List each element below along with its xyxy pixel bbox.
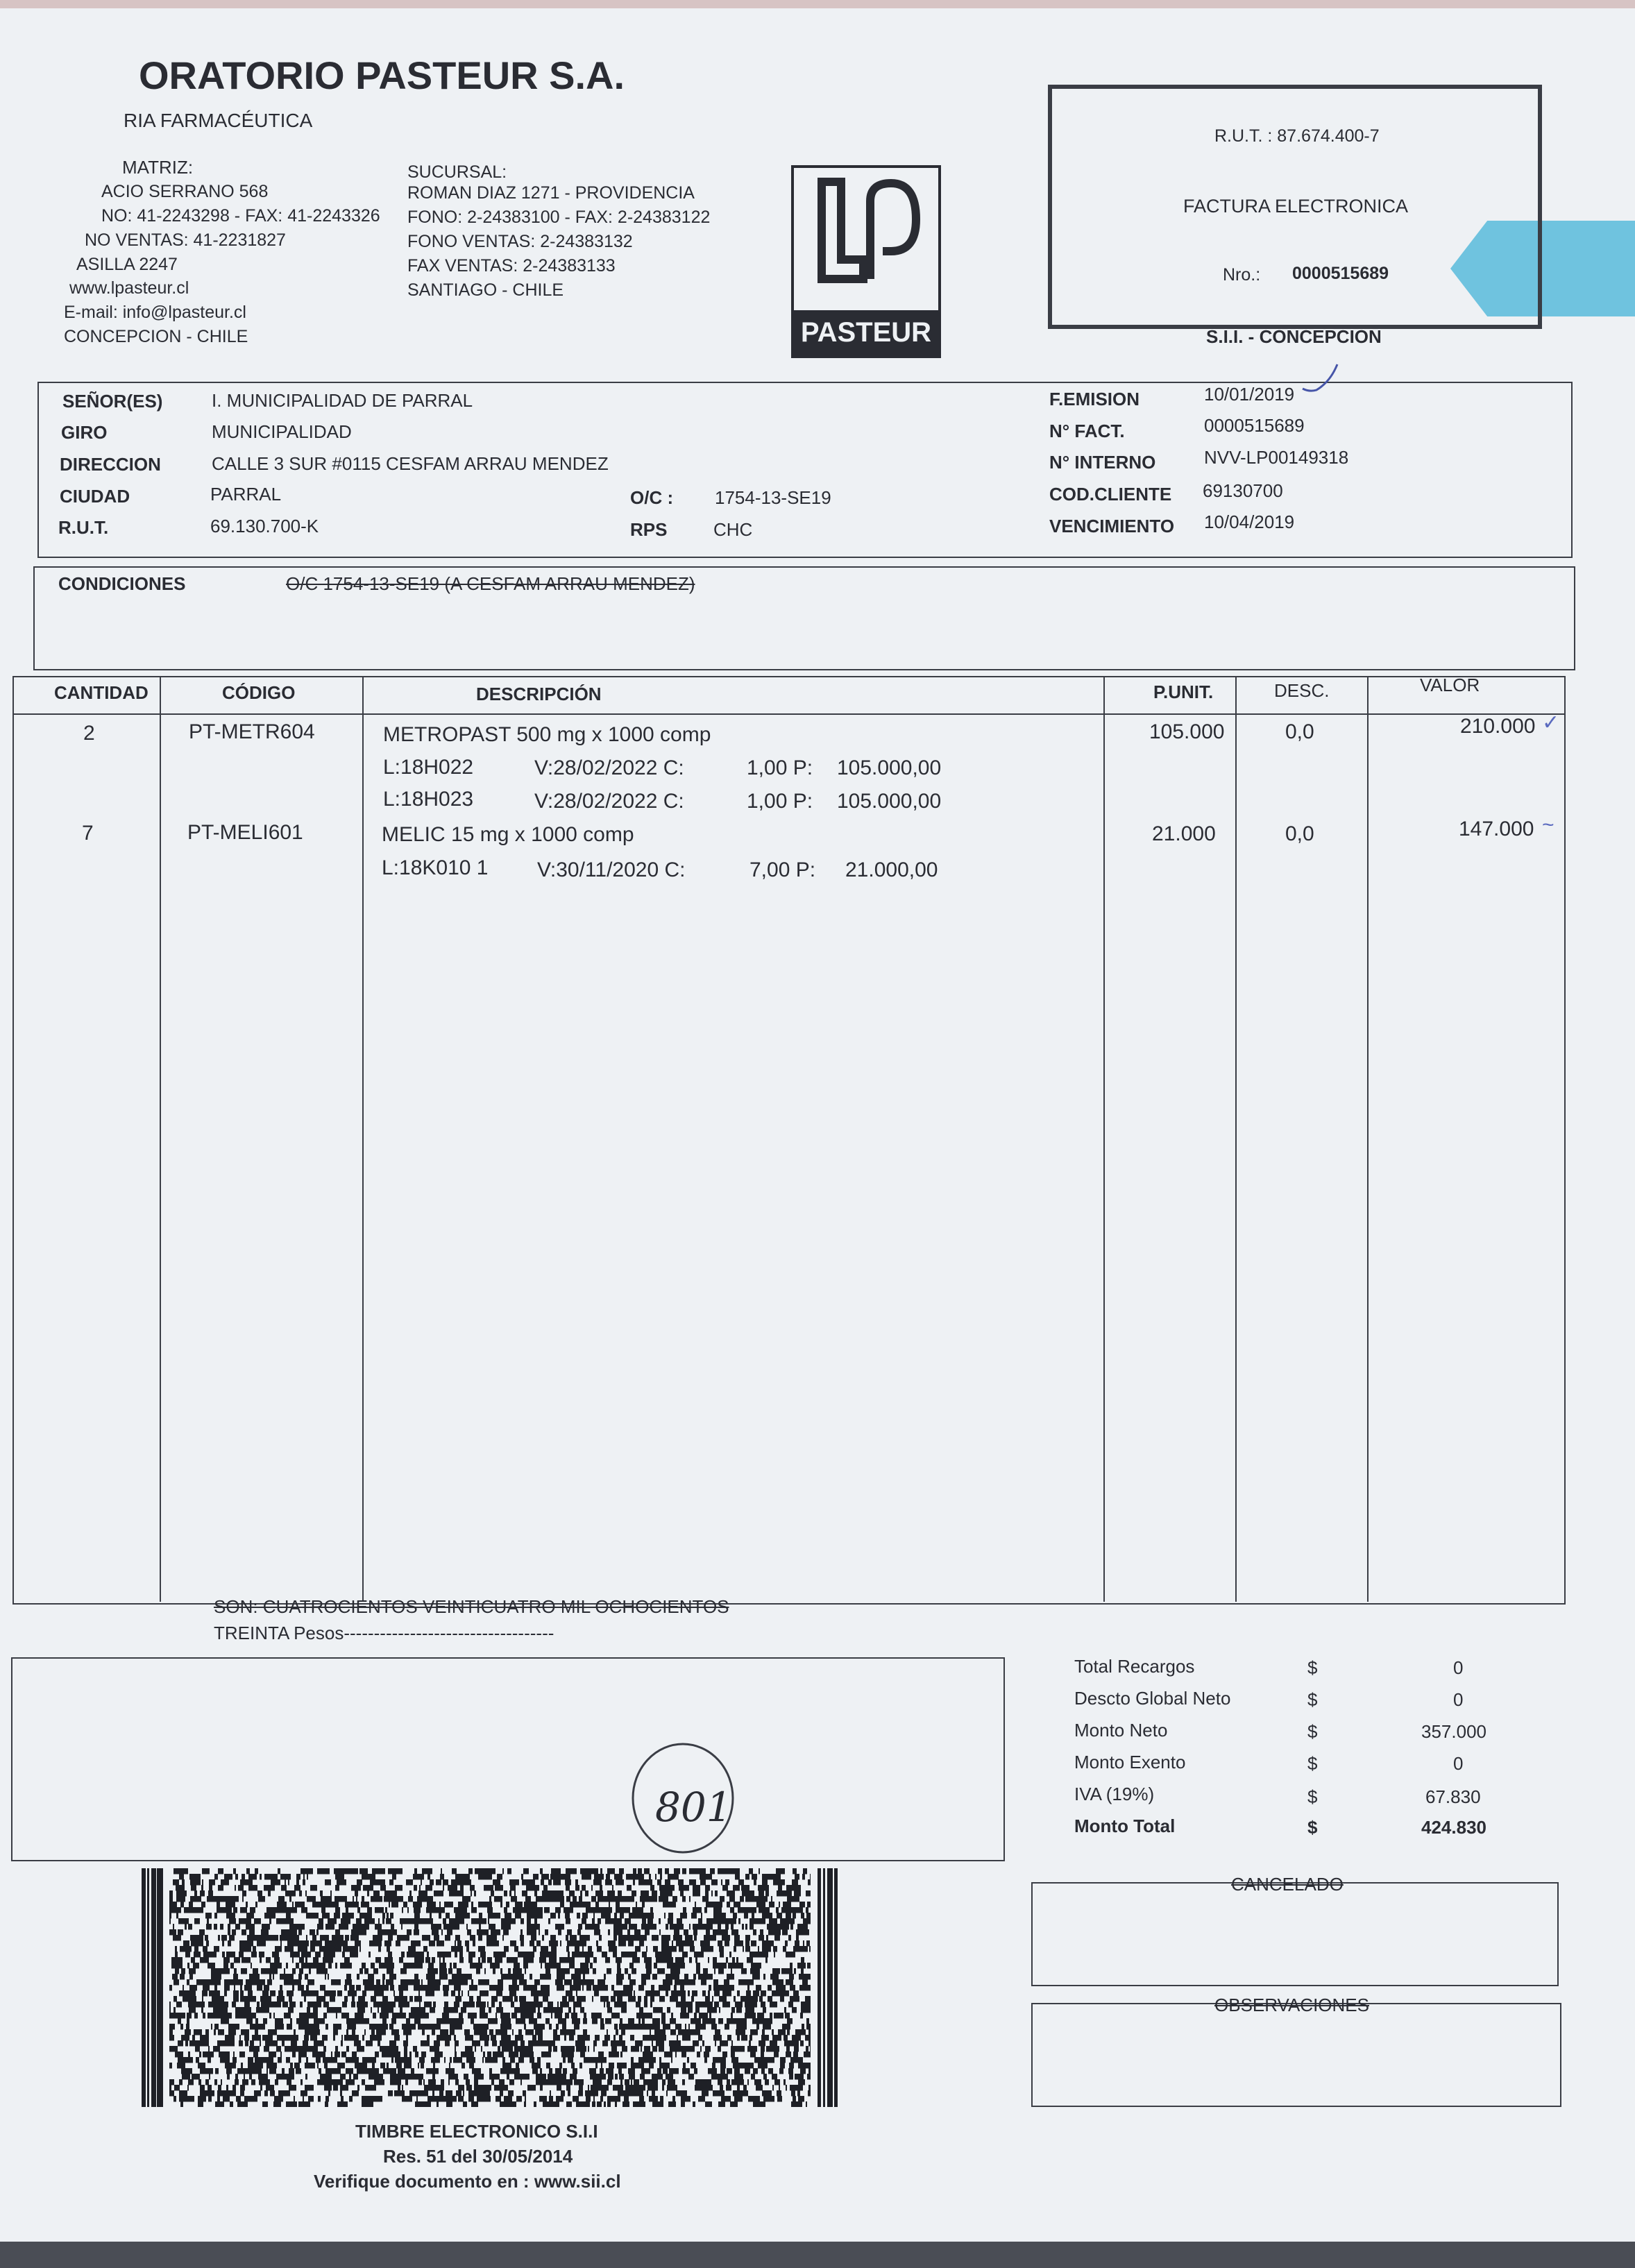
nfact-label: N° FACT. [1049, 421, 1125, 441]
total-value: 357.000 [1421, 1721, 1486, 1742]
col-divider [1367, 677, 1369, 1602]
matriz-label: MATRIZ: [122, 157, 194, 178]
cell-codigo: PT-MELI601 [187, 821, 303, 844]
total-value: 424.830 [1421, 1817, 1486, 1838]
lot-number: L:18H023 [383, 788, 474, 811]
lot-price: 105.000,00 [837, 790, 942, 813]
sucursal-line: FONO: 2-24383100 - FAX: 2-24383122 [407, 208, 711, 227]
lp-logo-icon [794, 168, 938, 307]
cancelado-box [1031, 1882, 1559, 1986]
header-punit: P.UNIT. [1153, 682, 1214, 702]
femision-label: F.EMISION [1049, 389, 1140, 409]
col-divider [1235, 677, 1237, 1602]
matriz-line: www.lpasteur.cl [69, 278, 189, 298]
logo-text: PASTEUR [794, 310, 938, 355]
codcliente-label: COD.CLIENTE [1049, 484, 1172, 505]
lot-qty: 1,00 P: [747, 756, 813, 779]
rut-value: 69.130.700-K [210, 516, 319, 536]
codcliente-value: 69130700 [1203, 480, 1283, 501]
bottom-edge [0, 2242, 1635, 2268]
handwritten-note: 801 [655, 1784, 732, 1831]
notes-box [11, 1657, 1005, 1861]
pdf417-barcode [142, 1868, 838, 2107]
check-mark-icon [1299, 361, 1341, 396]
rut-label: R.U.T. [58, 517, 109, 538]
total-label: IVA (19%) [1074, 1784, 1155, 1804]
ninterno-label: N° INTERNO [1049, 452, 1156, 473]
invoice-number: 0000515689 [1292, 264, 1389, 283]
matriz-line: CONCEPCION - CHILE [64, 327, 248, 346]
lp-logo [791, 165, 941, 358]
cell-cantidad: 7 [82, 822, 94, 845]
cancelado-label: CANCELADO [1231, 1874, 1344, 1895]
timbre-line: Verifique documento en : www.sii.cl [314, 2171, 621, 2192]
total-currency: $ [1307, 1721, 1318, 1742]
total-currency: $ [1307, 1786, 1318, 1807]
check-mark-icon: ✓ [1542, 711, 1560, 734]
lot-qty: 1,00 P: [747, 790, 813, 813]
header-descripcion: DESCRIPCIÓN [476, 684, 602, 704]
sii-office: S.I.I. - CONCEPCION [1206, 326, 1382, 347]
header-codigo: CÓDIGO [222, 682, 296, 703]
header-cantidad: CANTIDAD [54, 682, 149, 703]
total-value: 0 [1453, 1689, 1464, 1710]
cell-descripcion: MELIC 15 mg x 1000 comp [382, 823, 634, 846]
lot-expiry: V:30/11/2020 C: [537, 858, 686, 881]
lot-number: L:18H022 [383, 756, 474, 779]
company-name: ORATORIO PASTEUR S.A. [139, 53, 625, 97]
direccion-label: DIRECCION [60, 454, 161, 475]
matriz-line: ACIO SERRANO 568 [101, 182, 269, 201]
cell-codigo: PT-METR604 [189, 720, 315, 743]
sucursal-line: SANTIAGO - CHILE [407, 280, 564, 300]
total-currency: $ [1307, 1753, 1318, 1774]
sucursal-label: SUCURSAL: [407, 162, 507, 182]
document-type: FACTURA ELECTRONICA [1183, 196, 1409, 217]
matriz-line: ASILLA 2247 [76, 255, 178, 274]
matriz-line: NO VENTAS: 41-2231827 [85, 230, 286, 250]
items-table [12, 676, 1566, 1605]
col-divider [362, 677, 364, 1602]
rps-label: RPS [630, 519, 668, 540]
total-value: 0 [1453, 1657, 1464, 1678]
ciudad-value: PARRAL [210, 484, 282, 505]
sucursal-line: FONO VENTAS: 2-24383132 [407, 232, 633, 251]
conditions-text: O/C 1754-13-SE19 (A CESFAM ARRAU MENDEZ) [286, 573, 695, 594]
ciudad-label: CIUDAD [60, 486, 130, 507]
cell-cantidad: 2 [83, 722, 95, 745]
lot-price: 105.000,00 [837, 756, 942, 779]
company-subtitle: RIA FARMACÉUTICA [124, 110, 313, 131]
total-label: Descto Global Neto [1074, 1688, 1231, 1709]
vencimiento-value: 10/04/2019 [1204, 511, 1295, 532]
observaciones-label: OBSERVACIONES [1214, 1995, 1369, 2015]
cell-desc: 0,0 [1285, 822, 1314, 845]
vencimiento-label: VENCIMIENTO [1049, 516, 1175, 536]
lot-qty: 7,00 P: [749, 858, 816, 881]
total-value: 67.830 [1425, 1786, 1481, 1807]
giro-label: GIRO [61, 422, 108, 443]
cell-valor: 147.000 [1459, 818, 1534, 840]
rps-value: CHC [713, 519, 753, 540]
col-divider [160, 677, 161, 1602]
giro-value: MUNICIPALIDAD [212, 421, 352, 442]
oc-value: 1754-13-SE19 [715, 487, 831, 508]
col-divider [1103, 677, 1105, 1602]
lot-price: 21.000,00 [845, 858, 938, 881]
nro-label: Nro.: [1223, 265, 1261, 285]
total-label: Monto Total [1074, 1816, 1176, 1836]
lot-number: L:18K010 1 [382, 856, 489, 879]
lot-expiry: V:28/02/2022 C: [534, 756, 684, 779]
senor-value: I. MUNICIPALIDAD DE PARRAL [212, 390, 473, 411]
cell-punit: 105.000 [1149, 720, 1225, 743]
total-label: Total Recargos [1074, 1656, 1195, 1677]
total-value: 0 [1453, 1753, 1464, 1774]
sucursal-line: ROMAN DIAZ 1271 - PROVIDENCIA [407, 183, 695, 203]
dash-mark-icon: ~ [1542, 813, 1554, 836]
direccion-value: CALLE 3 SUR #0115 CESFAM ARRAU MENDEZ [212, 453, 609, 474]
total-label: Monto Exento [1074, 1752, 1186, 1772]
total-label: Monto Neto [1074, 1720, 1168, 1741]
matriz-line: NO: 41-2243298 - FAX: 41-2243326 [101, 206, 380, 226]
header-desc: DESC. [1274, 680, 1330, 701]
ninterno-value: NVV-LP00149318 [1204, 447, 1349, 468]
conditions-label: CONDICIONES [58, 573, 186, 594]
oc-label: O/C : [630, 487, 674, 508]
femision-value: 10/01/2019 [1204, 384, 1295, 405]
company-rut: R.U.T. : 87.674.400-7 [1214, 126, 1380, 146]
sucursal-line: FAX VENTAS: 2-24383133 [407, 256, 616, 276]
cell-punit: 21.000 [1152, 822, 1216, 845]
cell-valor: 210.000 [1460, 715, 1536, 738]
total-currency: $ [1307, 1657, 1318, 1678]
page-top-edge [0, 0, 1635, 8]
header-valor: VALOR [1420, 675, 1480, 695]
header-divider [12, 713, 1566, 715]
senor-label: SEÑOR(ES) [62, 391, 163, 412]
total-currency: $ [1307, 1817, 1318, 1838]
total-currency: $ [1307, 1689, 1318, 1710]
observaciones-box [1031, 2003, 1561, 2107]
timbre-line: Res. 51 del 30/05/2014 [383, 2146, 573, 2167]
timbre-line: TIMBRE ELECTRONICO S.I.I [355, 2121, 598, 2142]
matriz-line: E-mail: info@lpasteur.cl [64, 303, 246, 322]
nfact-value: 0000515689 [1204, 415, 1305, 436]
lot-expiry: V:28/02/2022 C: [534, 790, 684, 813]
amount-words-line: TREINTA Pesos----------------------------------- [214, 1623, 554, 1643]
cell-desc: 0,0 [1285, 720, 1314, 743]
amount-words-line: SON: CUATROCIENTOS VEINTICUATRO MIL OCHOCIENTOS [214, 1596, 729, 1617]
conditions-box [33, 566, 1575, 670]
cell-descripcion: METROPAST 500 mg x 1000 comp [383, 723, 711, 746]
